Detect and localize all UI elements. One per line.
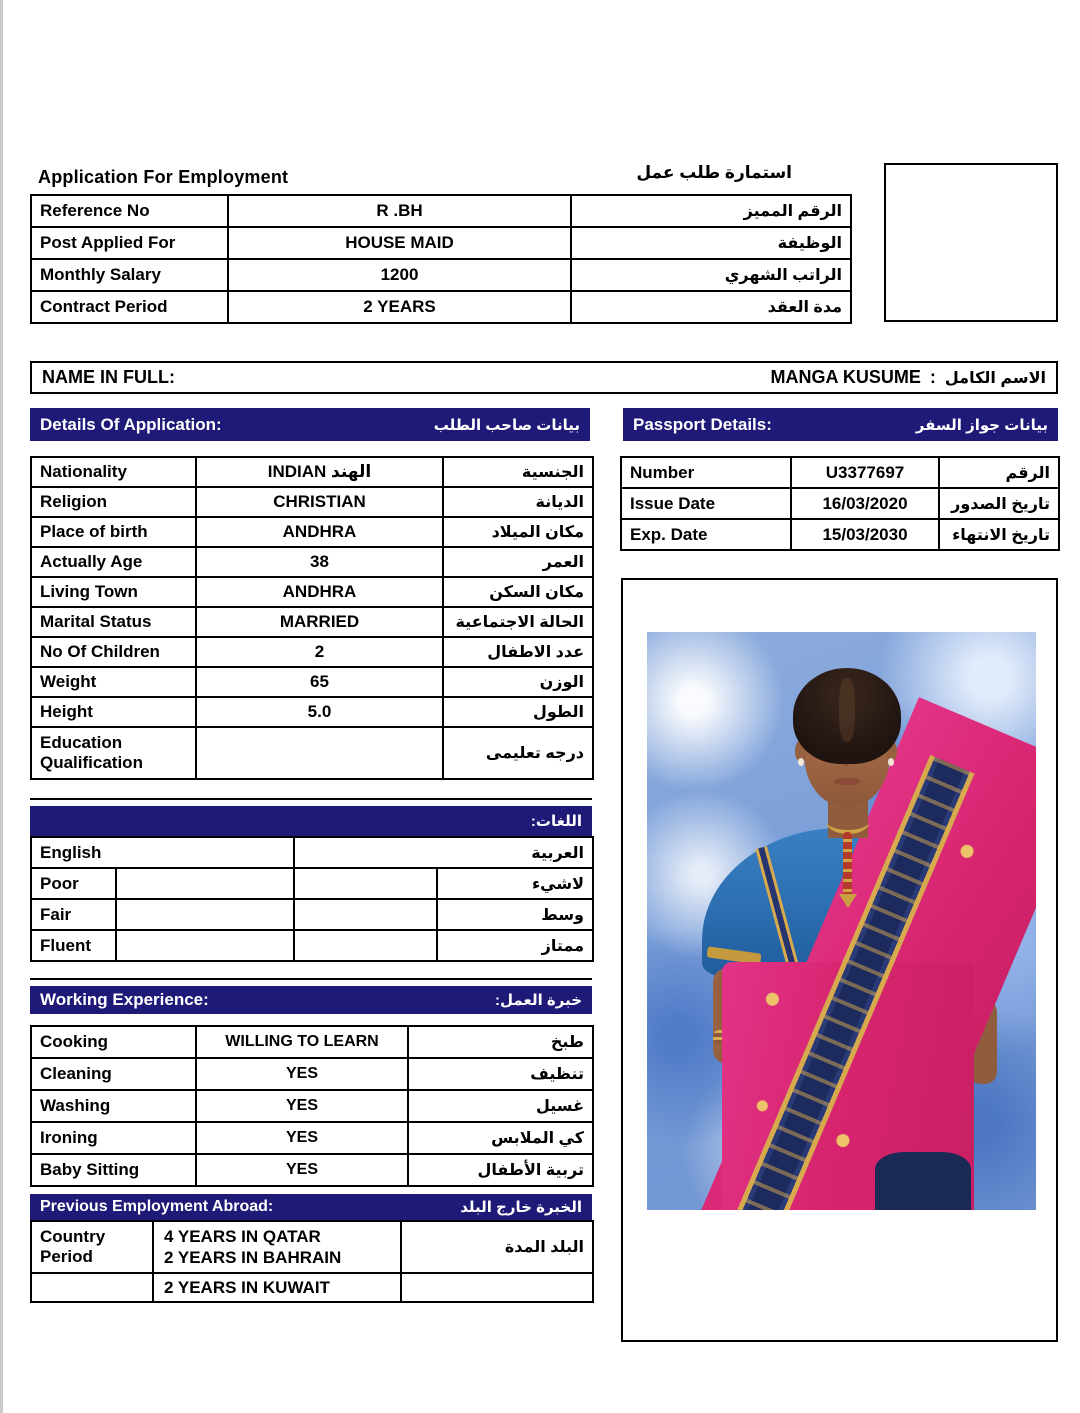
photo-underskirt	[875, 1152, 971, 1210]
working-experience-table	[30, 1025, 594, 1187]
post-applied-label-arabic: الوظيفة	[571, 227, 851, 259]
place-of-birth-label-arabic: مكان الميلاد	[443, 517, 593, 547]
babysitting-label-arabic: تربية الأطفال	[408, 1154, 593, 1186]
photo-necklace-beads	[843, 832, 852, 896]
document-title-arabic: استمارة طلب عمل	[636, 163, 792, 182]
table-row	[31, 1154, 593, 1186]
applicant-details-table	[30, 456, 594, 780]
marital-status-label-arabic: الحالة الاجتماعية	[443, 607, 593, 637]
level-fair-middle-cell	[294, 899, 437, 930]
experience-header-english: Working Experience:	[40, 990, 209, 1009]
expiry-date-value: 15/03/2030	[791, 519, 939, 550]
children-value: 2	[196, 637, 443, 667]
place-of-birth-label: Place of birth	[31, 517, 196, 547]
table-row	[31, 667, 593, 697]
table-row	[31, 607, 593, 637]
details-section-header	[30, 408, 590, 441]
name-in-full-label-arabic: الاسم الكامل	[944, 369, 1046, 387]
employment-history-line-3: 2 YEARS IN KUWAIT	[153, 1273, 401, 1302]
name-in-full-row	[30, 361, 1058, 394]
experience-section-header	[30, 986, 592, 1014]
document-title-english: Application For Employment	[38, 167, 289, 187]
table-row	[31, 1058, 593, 1090]
washing-label-arabic: غسيل	[408, 1090, 593, 1122]
ironing-value: YES	[196, 1122, 408, 1154]
reference-no-value: R .BH	[228, 195, 571, 227]
issue-date-label-arabic: تاريخ الصدور	[939, 488, 1059, 519]
level-fluent-label: Fluent	[31, 930, 116, 961]
photo-earring	[798, 758, 804, 766]
post-applied-label: Post Applied For	[31, 227, 228, 259]
height-label: Height	[31, 697, 196, 727]
living-town-label-arabic: مكان السكن	[443, 577, 593, 607]
experience-section-rule	[30, 978, 592, 980]
nationality-label: Nationality	[31, 457, 196, 487]
table-row	[31, 868, 593, 899]
cleaning-value: YES	[196, 1058, 408, 1090]
table-row	[621, 488, 1059, 519]
level-fluent-middle-cell	[294, 930, 437, 961]
previous-employment-table	[30, 1220, 594, 1303]
religion-label: Religion	[31, 487, 196, 517]
application-summary-table	[30, 194, 852, 324]
country-period-label-arabic: البلد المدة	[401, 1221, 593, 1273]
education-value	[196, 727, 443, 779]
table-row	[31, 195, 851, 227]
expiry-date-label: Exp. Date	[621, 519, 791, 550]
photo-earring	[888, 758, 894, 766]
weight-label: Weight	[31, 667, 196, 697]
languages-table	[30, 836, 594, 962]
employment-history-cell	[153, 1221, 401, 1273]
marital-status-label: Marital Status	[31, 607, 196, 637]
languages-header-arabic: اللغات:	[530, 813, 582, 830]
post-applied-value: HOUSE MAID	[228, 227, 571, 259]
previous-employment-header-arabic: الخبرة خارج البلد	[460, 1199, 582, 1216]
level-poor-label: Poor	[31, 868, 116, 899]
table-row	[621, 519, 1059, 550]
table-row	[31, 1273, 593, 1302]
level-fair-label-arabic: وسط	[437, 899, 593, 930]
table-row	[31, 1090, 593, 1122]
nationality-label-arabic: الجنسية	[443, 457, 593, 487]
washing-value: YES	[196, 1090, 408, 1122]
height-value: 5.0	[196, 697, 443, 727]
monthly-salary-label: Monthly Salary	[31, 259, 228, 291]
table-row	[31, 837, 593, 868]
place-of-birth-value: ANDHRA	[196, 517, 443, 547]
applicant-name: MANGA KUSUME	[770, 367, 921, 387]
nationality-value: INDIAN الهند	[196, 457, 443, 487]
table-row	[31, 899, 593, 930]
education-label: Education Qualification	[31, 727, 196, 779]
photo-frame	[621, 578, 1058, 1342]
empty-stamp-box	[884, 163, 1058, 322]
children-label-arabic: عدد الاطفال	[443, 637, 593, 667]
empty-label-cell	[31, 1273, 153, 1302]
table-row	[31, 547, 593, 577]
table-row	[31, 517, 593, 547]
previous-employment-header-english: Previous Employment Abroad:	[40, 1198, 274, 1215]
table-row	[31, 1221, 593, 1273]
previous-employment-section-header	[30, 1194, 592, 1220]
passport-number-label: Number	[621, 457, 791, 488]
scan-edge-artifact	[0, 0, 3, 1413]
contract-period-label: Contract Period	[31, 291, 228, 323]
photo-necklace-pendant	[839, 894, 857, 908]
cleaning-label: Cleaning	[31, 1058, 196, 1090]
weight-value: 65	[196, 667, 443, 697]
table-row	[31, 487, 593, 517]
photo-necklace-chain	[826, 808, 870, 834]
table-row	[31, 697, 593, 727]
level-poor-english-cell	[116, 868, 294, 899]
country-label-line: Country	[40, 1226, 106, 1246]
age-label-arabic: العمر	[443, 547, 593, 577]
reference-no-label-arabic: الرقم المميز	[571, 195, 851, 227]
babysitting-value: YES	[196, 1154, 408, 1186]
name-separator: :	[929, 367, 936, 387]
washing-label: Washing	[31, 1090, 196, 1122]
passport-section-header	[623, 408, 1058, 441]
living-town-value: ANDHRA	[196, 577, 443, 607]
age-value: 38	[196, 547, 443, 577]
expiry-date-label-arabic: تاريخ الانتهاء	[939, 519, 1059, 550]
age-label: Actually Age	[31, 547, 196, 577]
table-row	[31, 259, 851, 291]
passport-details-table	[620, 456, 1060, 551]
ironing-label: Ironing	[31, 1122, 196, 1154]
level-fluent-english-cell	[116, 930, 294, 961]
passport-number-value: U3377697	[791, 457, 939, 488]
table-row	[31, 930, 593, 961]
table-row	[31, 291, 851, 323]
experience-header-arabic: خبرة العمل:	[495, 992, 582, 1009]
level-fluent-label-arabic: ممتاز	[437, 930, 593, 961]
name-in-full-value-group	[771, 367, 1046, 388]
level-poor-middle-cell	[294, 868, 437, 899]
english-language-label: English	[31, 837, 294, 868]
marital-status-value: MARRIED	[196, 607, 443, 637]
period-label-line: Period	[40, 1247, 93, 1266]
languages-section-rule	[30, 798, 592, 800]
empty-arabic-cell	[401, 1273, 593, 1302]
employment-history-line-2: 2 YEARS IN BAHRAIN	[164, 1248, 342, 1267]
cleaning-label-arabic: تنظيف	[408, 1058, 593, 1090]
issue-date-label: Issue Date	[621, 488, 791, 519]
living-town-label: Living Town	[31, 577, 196, 607]
cooking-value: WILLING TO LEARN	[196, 1026, 408, 1058]
applicant-photo	[647, 632, 1036, 1210]
ironing-label-arabic: كي الملابس	[408, 1122, 593, 1154]
table-row	[621, 457, 1059, 488]
contract-period-value: 2 YEARS	[228, 291, 571, 323]
country-period-label	[31, 1221, 153, 1273]
arabic-language-label: العربية	[294, 837, 593, 868]
employment-history-line-1: 4 YEARS IN QATAR	[164, 1226, 321, 1246]
height-label-arabic: الطول	[443, 697, 593, 727]
passport-number-label-arabic: الرقم	[939, 457, 1059, 488]
table-row	[31, 727, 593, 779]
photo-hair	[793, 668, 901, 764]
table-row	[31, 577, 593, 607]
religion-label-arabic: الديانة	[443, 487, 593, 517]
issue-date-value: 16/03/2020	[791, 488, 939, 519]
children-label: No Of Children	[31, 637, 196, 667]
name-in-full-label: NAME IN FULL:	[42, 367, 175, 387]
level-poor-label-arabic: لاشيء	[437, 868, 593, 899]
passport-header-arabic: بيانات جواز السفر	[915, 416, 1048, 434]
table-row	[31, 457, 593, 487]
level-fair-label: Fair	[31, 899, 116, 930]
table-row	[31, 637, 593, 667]
weight-label-arabic: الوزن	[443, 667, 593, 697]
passport-header-english: Passport Details:	[633, 414, 772, 434]
cooking-label: Cooking	[31, 1026, 196, 1058]
table-row	[31, 1026, 593, 1058]
babysitting-label: Baby Sitting	[31, 1154, 196, 1186]
details-header-arabic: بيانات صاحب الطلب	[433, 416, 580, 434]
education-label-arabic: درجه تعليمى	[443, 727, 593, 779]
contract-period-label-arabic: مدة العقد	[571, 291, 851, 323]
photo-mouth	[834, 778, 860, 785]
table-row	[31, 1122, 593, 1154]
details-header-english: Details Of Application:	[40, 414, 222, 434]
cooking-label-arabic: طبخ	[408, 1026, 593, 1058]
table-row	[31, 227, 851, 259]
monthly-salary-label-arabic: الراتب الشهري	[571, 259, 851, 291]
languages-section-header	[30, 806, 592, 836]
religion-value: CHRISTIAN	[196, 487, 443, 517]
monthly-salary-value: 1200	[228, 259, 571, 291]
reference-no-label: Reference No	[31, 195, 228, 227]
level-fair-english-cell	[116, 899, 294, 930]
